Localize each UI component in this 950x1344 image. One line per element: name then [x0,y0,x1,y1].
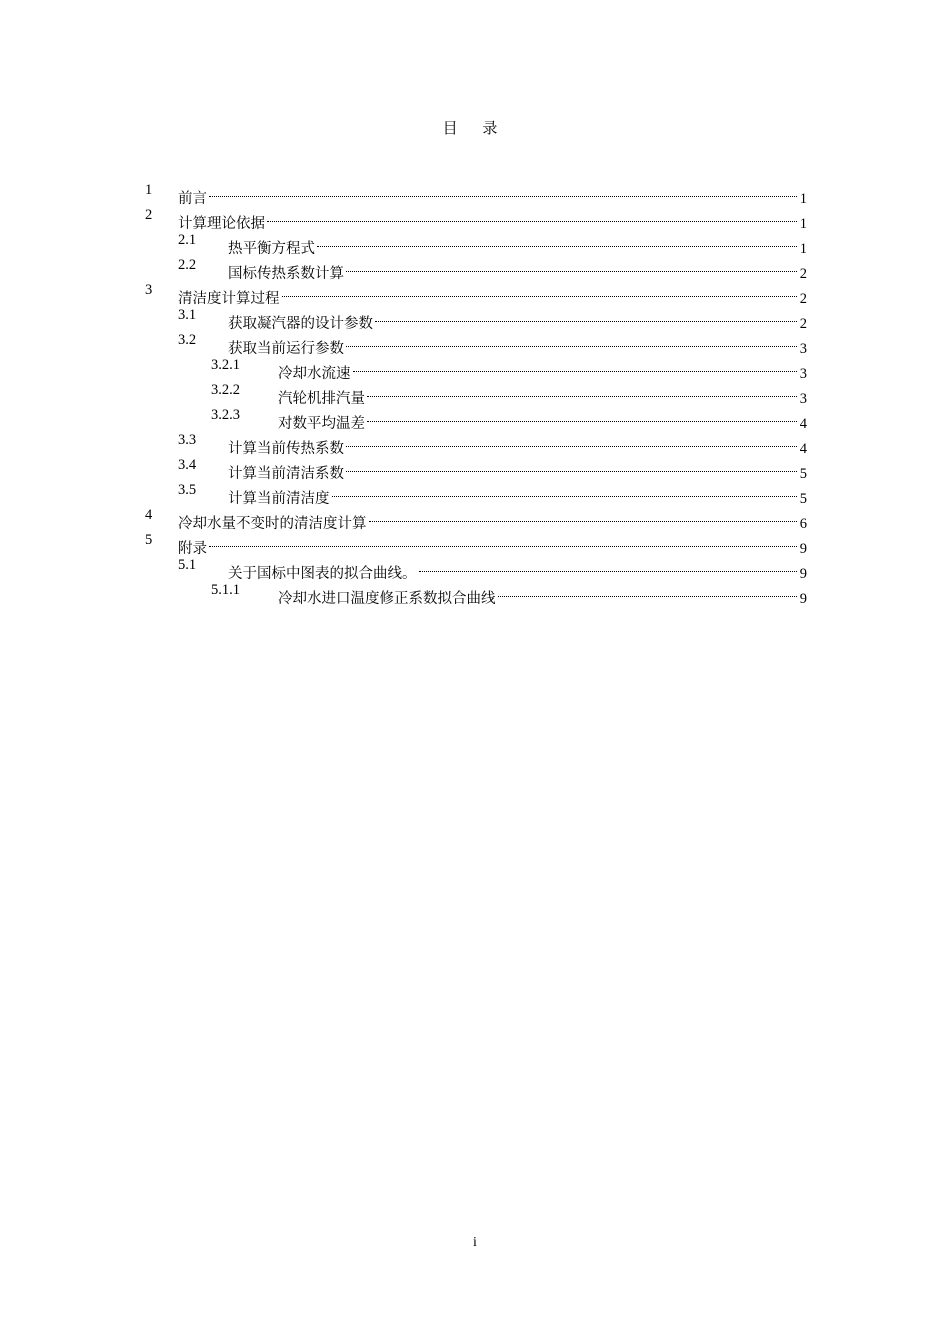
toc-dot-leader [346,328,797,353]
toc-entry-page-number: 2 [799,291,807,307]
toc-entry-title: 计算当前传热系数 [228,441,344,457]
page-number-footer: i [473,1235,477,1250]
toc-dot-leader [353,353,798,378]
toc-entry-title: 热平衡方程式 [228,241,315,257]
toc-entry-number: 3.1 [178,307,197,323]
toc-entry-title: 汽轮机排汽量 [278,391,365,407]
toc-entry-page-number: 5 [799,466,807,482]
toc-dot-leader [317,228,797,253]
toc-entry-title: 关于国标中图表的拟合曲线。 [228,566,417,582]
toc-entry[interactable] [0,378,950,407]
toc-entry-page-number: 4 [799,441,807,457]
toc-entry-number: 3.2 [178,332,197,348]
toc-entry-title: 冷却水量不变时的清洁度计算 [178,516,367,532]
toc-entry-title: 冷却水进口温度修正系数拟合曲线 [278,591,496,607]
toc-entry[interactable] [0,178,950,207]
toc-entry[interactable] [0,228,950,257]
toc-dot-leader [367,403,797,428]
toc-entry-title: 冷却水流速 [278,366,351,382]
toc-entry-number: 4 [145,507,153,523]
toc-entry-title: 计算当前清洁系数 [228,466,344,482]
toc-dot-leader [346,428,797,453]
toc-entry-body [278,578,807,612]
toc-entry-page-number: 4 [799,416,807,432]
toc-dot-leader [209,528,797,553]
toc-dot-leader [282,278,798,303]
toc-dot-leader [332,478,798,503]
toc-entry[interactable] [0,203,950,232]
toc-entry-page-number: 3 [799,391,807,407]
toc-entry[interactable] [0,578,950,607]
toc-entry-number: 3 [145,282,153,298]
toc-entry-title: 计算当前清洁度 [228,491,330,507]
toc-entry[interactable] [0,528,950,557]
toc-entry-page-number: 5 [799,491,807,507]
toc-entry-page-number: 2 [799,266,807,282]
toc-entry-title: 清洁度计算过程 [178,291,280,307]
toc-dot-leader [419,553,798,578]
toc-entry-page-number: 1 [799,216,807,232]
toc-dot-leader [369,503,798,528]
toc-entry-number: 2.2 [178,257,197,273]
page-title: 目 录 [442,119,508,137]
toc-entry-number: 5 [145,532,153,548]
table-of-contents [0,178,950,607]
toc-entry[interactable] [0,403,950,432]
toc-entry-page-number: 3 [799,341,807,357]
toc-entry-page-number: 9 [799,591,807,607]
toc-entry-page-number: 9 [799,541,807,557]
toc-dot-leader [267,203,797,228]
toc-entry-page-number: 9 [799,566,807,582]
toc-entry-title: 获取凝汽器的设计参数 [228,316,373,332]
toc-entry-number: 3.3 [178,432,197,448]
toc-entry-number: 2 [145,207,153,223]
toc-entry-title: 对数平均温差 [278,416,365,432]
toc-entry[interactable] [0,303,950,332]
toc-entry[interactable] [0,253,950,282]
toc-entry-number: 2.1 [178,232,197,248]
toc-entry[interactable] [0,353,950,382]
toc-entry-title: 获取当前运行参数 [228,341,344,357]
toc-dot-leader [367,378,797,403]
toc-entry-number: 3.5 [178,482,197,498]
toc-entry[interactable] [0,553,950,582]
toc-entry-page-number: 1 [799,241,807,257]
toc-entry[interactable] [0,328,950,357]
toc-entry-number: 5.1.1 [211,582,240,598]
toc-entry-page-number: 6 [799,516,807,532]
toc-entry-page-number: 1 [799,191,807,207]
toc-entry[interactable] [0,453,950,482]
toc-dot-leader [346,453,797,478]
toc-entry-title: 国标传热系数计算 [228,266,344,282]
toc-entry-number: 1 [145,182,153,198]
toc-entry-number: 3.2.1 [211,357,240,373]
toc-dot-leader [498,578,798,603]
toc-entry[interactable] [0,278,950,307]
toc-entry-number: 3.4 [178,457,197,473]
toc-dot-leader [375,303,797,328]
toc-entry-page-number: 3 [799,366,807,382]
toc-entry-page-number: 2 [799,316,807,332]
toc-entry-number: 5.1 [178,557,197,573]
toc-entry[interactable] [0,503,950,532]
toc-entry[interactable] [0,478,950,507]
toc-entry-number: 3.2.3 [211,407,240,423]
toc-entry-title: 前言 [178,191,207,207]
toc-entry-title: 附录 [178,541,207,557]
toc-entry[interactable] [0,428,950,457]
toc-dot-leader [346,253,797,278]
toc-entry-number: 3.2.2 [211,382,240,398]
toc-entry-title: 计算理论依据 [178,216,265,232]
toc-dot-leader [209,178,797,203]
